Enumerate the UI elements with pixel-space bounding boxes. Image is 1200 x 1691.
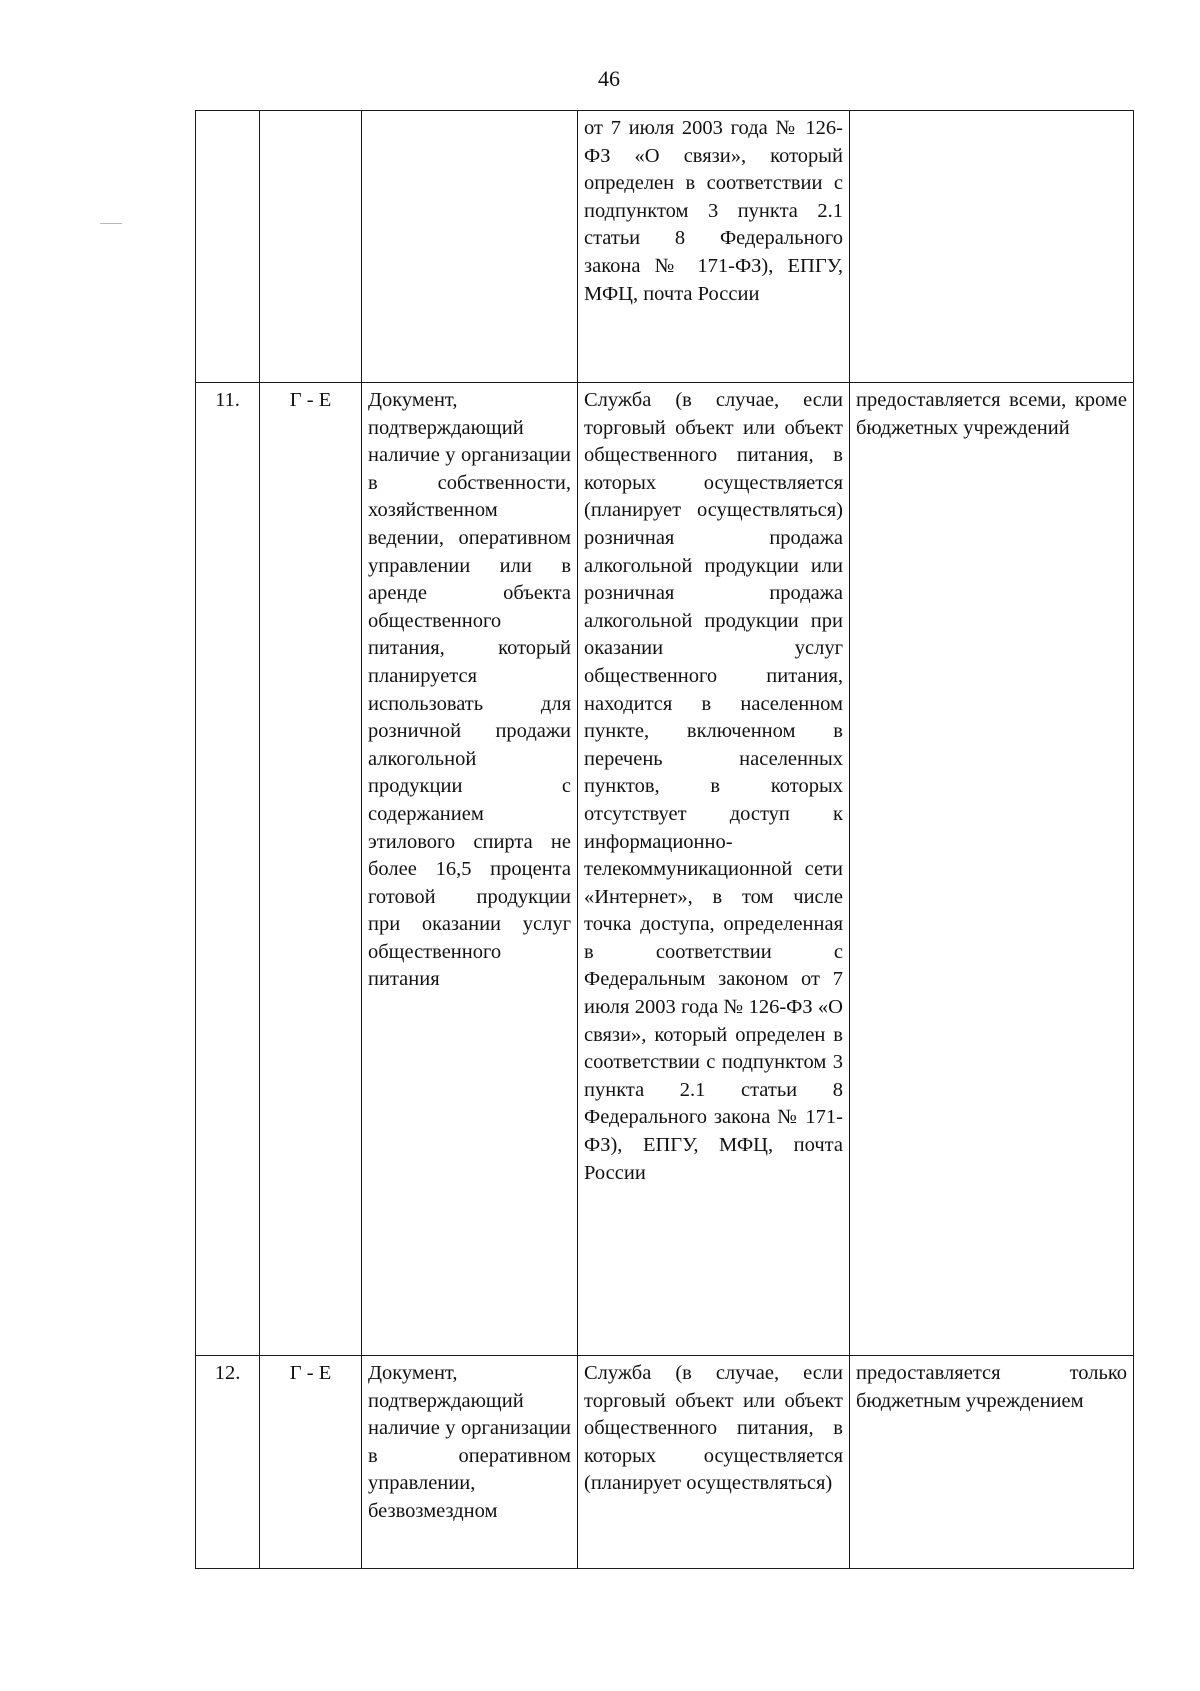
source-cell: Служба (в случае, если торговый объект или объект общественного питания, в которых осуществляется (планирует осуществляться) розничная продажа алкогольной продукции или розничная продажа алкогольной продукции при оказании услуг общественного питания, находится в населенном пункте, включенном в перечень населенных пунктов, в которых отсутствует доступ к информационно-телекоммуникационной сети «Интернет», в том числе точка доступа, определенная в соответствии с Федеральным законом от 7 июля 2003 года № 126-ФЗ «О связи», который определен в соответствии с подпунктом 3 пункта 2.1 статьи 8 Федерального закона № 171-ФЗ), ЕПГУ, МФЦ, почта России: [578, 383, 850, 1356]
group-cell: Г - Е: [260, 383, 362, 1356]
document-cell: Документ, подтверждающий наличие у организации в оперативном управлении, безвозмездном: [362, 1356, 578, 1569]
row-number-cell: 12.: [196, 1356, 260, 1569]
note-cell: [850, 111, 1134, 383]
margin-mark: [100, 223, 122, 224]
document-cell: [362, 111, 578, 383]
table-row-12: [196, 1356, 1134, 1569]
table-row-11: [196, 383, 1134, 1356]
document-table: [195, 110, 1134, 1569]
group-cell: [260, 111, 362, 383]
source-cell: Служба (в случае, если торговый объект или объект общественного питания, в которых осуществляется (планирует осуществляться): [578, 1356, 850, 1569]
source-cell: от 7 июля 2003 года № 126-ФЗ «О связи», который определен в соответствии с подпунктом 3 пункта 2.1 статьи 8 Федерального закона № 171-ФЗ), ЕПГУ, МФЦ, почта России: [578, 111, 850, 383]
table-row-continuation: [196, 111, 1134, 383]
row-number-cell: 11.: [196, 383, 260, 1356]
row-number-cell: [196, 111, 260, 383]
note-cell: предоставляется только бюджетным учреждением: [850, 1356, 1134, 1569]
page-number: 46: [598, 66, 620, 91]
document-cell: Документ, подтверждающий наличие у организации в собственности, хозяйственном ведении, оперативном управлении или в аренде объекта общественного питания, который планируется использовать для розничной продажи алкогольной продукции с содержанием этилового спирта не более 16,5 процента готовой продукции при оказании услуг общественного питания: [362, 383, 578, 1356]
note-cell: предоставляется всеми, кроме бюджетных учреждений: [850, 383, 1134, 1356]
group-cell: Г - Е: [260, 1356, 362, 1569]
